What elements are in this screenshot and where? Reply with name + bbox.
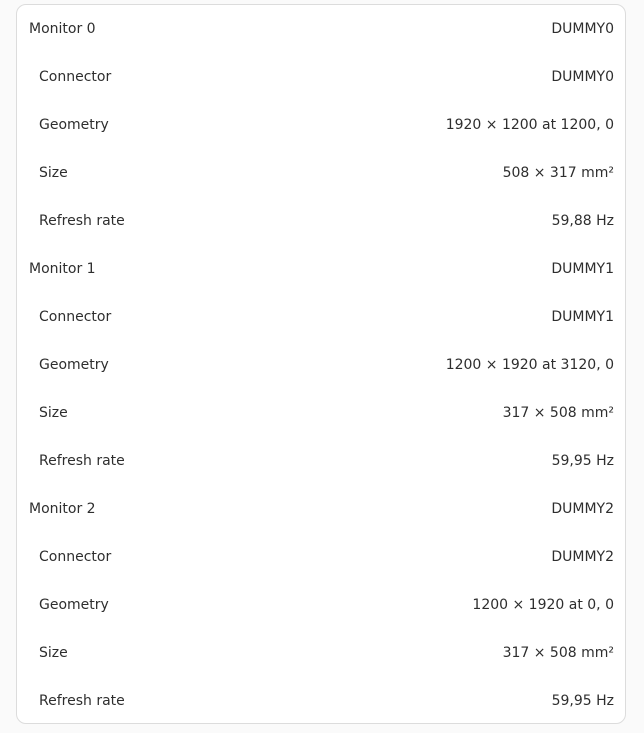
monitor-2-size-row	[17, 629, 625, 677]
size-value: 317 × 508 mm²	[502, 405, 614, 421]
monitor-2-geometry-row	[17, 581, 625, 629]
geometry-value: 1200 × 1920 at 0, 0	[472, 597, 614, 613]
monitor-2-header-row	[17, 485, 625, 533]
monitor-2-refresh-rate-row	[17, 677, 625, 724]
size-label: Size	[39, 405, 68, 421]
monitor-title: Monitor 0	[29, 21, 96, 37]
connector-label: Connector	[39, 309, 112, 325]
monitor-0-size-row	[17, 149, 625, 197]
connector-value: DUMMY1	[551, 309, 614, 325]
refresh-rate-label: Refresh rate	[39, 693, 125, 709]
monitor-title: Monitor 1	[29, 261, 96, 277]
refresh-rate-value: 59,88 Hz	[551, 213, 614, 229]
monitor-title: Monitor 2	[29, 501, 96, 517]
connector-value: DUMMY0	[551, 69, 614, 85]
refresh-rate-label: Refresh rate	[39, 453, 125, 469]
connector-label: Connector	[39, 69, 112, 85]
geometry-label: Geometry	[39, 357, 109, 373]
monitor-0-connector-row	[17, 53, 625, 101]
geometry-value: 1200 × 1920 at 3120, 0	[445, 357, 614, 373]
refresh-rate-value: 59,95 Hz	[551, 693, 614, 709]
monitors-info-card	[16, 4, 626, 724]
monitor-1-geometry-row	[17, 341, 625, 389]
geometry-label: Geometry	[39, 117, 109, 133]
monitor-0-geometry-row	[17, 101, 625, 149]
size-value: 317 × 508 mm²	[502, 645, 614, 661]
connector-label: Connector	[39, 549, 112, 565]
size-value: 508 × 317 mm²	[502, 165, 614, 181]
refresh-rate-value: 59,95 Hz	[551, 453, 614, 469]
monitor-connector-summary: DUMMY1	[551, 261, 614, 277]
size-label: Size	[39, 165, 68, 181]
size-label: Size	[39, 645, 68, 661]
refresh-rate-label: Refresh rate	[39, 213, 125, 229]
monitor-1-header-row	[17, 245, 625, 293]
monitor-0-refresh-rate-row	[17, 197, 625, 245]
monitor-connector-summary: DUMMY0	[551, 21, 614, 37]
monitor-1-size-row	[17, 389, 625, 437]
connector-value: DUMMY2	[551, 549, 614, 565]
monitor-connector-summary: DUMMY2	[551, 501, 614, 517]
monitor-0-header-row	[17, 5, 625, 53]
monitor-1-refresh-rate-row	[17, 437, 625, 485]
monitor-2-connector-row	[17, 533, 625, 581]
geometry-label: Geometry	[39, 597, 109, 613]
geometry-value: 1920 × 1200 at 1200, 0	[445, 117, 614, 133]
monitor-1-connector-row	[17, 293, 625, 341]
